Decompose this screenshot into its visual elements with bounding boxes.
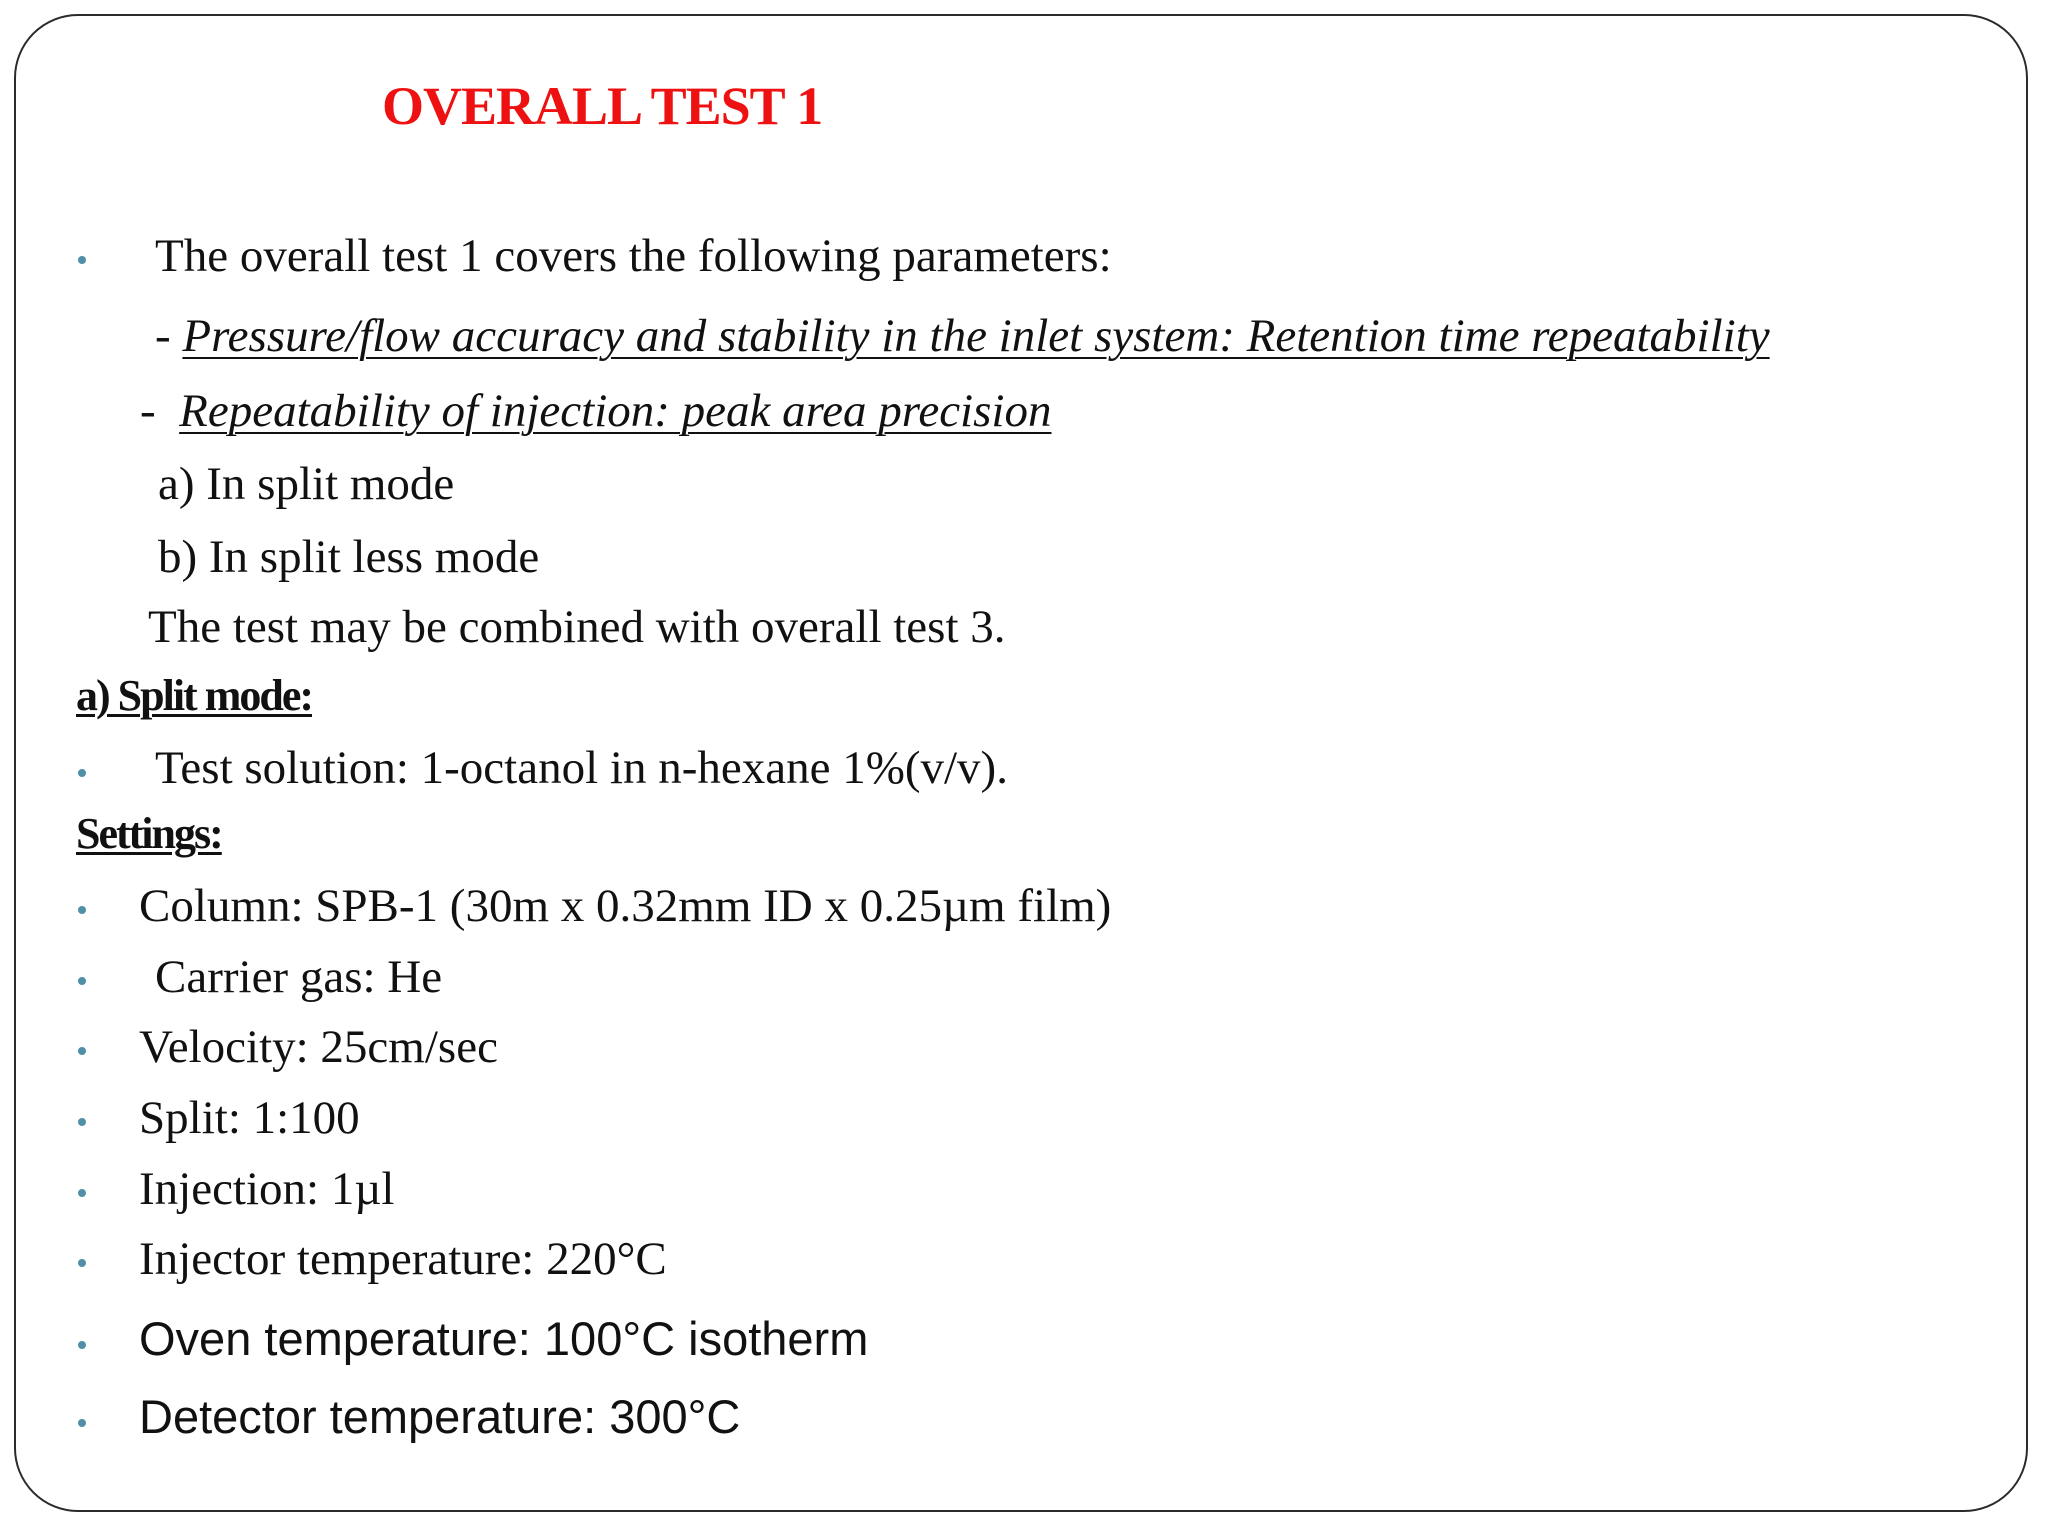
sub-item-b: b) In split less mode (158, 531, 540, 583)
setting-injector-temperature: Injector temperature: 220°C (139, 1233, 667, 1285)
bullet-icon (78, 1419, 86, 1427)
bullet-icon (78, 1189, 86, 1197)
test-solution-text: Test solution: 1-octanol in n-hexane 1%(v/v). (155, 742, 1008, 794)
setting-carrier-gas: Carrier gas: He (155, 951, 443, 1003)
slide-title: OVERALL TEST 1 (382, 76, 823, 136)
settings-heading: Settings: (76, 809, 222, 858)
param2-text: Repeatability of injection: peak area precision (179, 385, 1052, 437)
bullet-icon (78, 977, 86, 985)
param2-dash: - (140, 385, 156, 437)
setting-oven-temperature: Oven temperature: 100°C isotherm (139, 1312, 869, 1365)
bullet-icon (78, 1047, 86, 1055)
bullet-icon (78, 1341, 86, 1349)
param1-dash: - (155, 310, 171, 362)
param1-text: Pressure/flow accuracy and stability in the inlet system: Retention time repeatability (182, 310, 1770, 362)
setting-injection: Injection: 1µl (139, 1163, 395, 1215)
bullet-icon (78, 906, 86, 914)
setting-split: Split: 1:100 (139, 1092, 360, 1144)
bullet-icon (78, 769, 86, 777)
bullet-icon (78, 1118, 86, 1126)
setting-detector-temperature: Detector temperature: 300°C (139, 1390, 741, 1443)
param1-line (155, 308, 1770, 364)
bullet-icon (78, 1259, 86, 1267)
intro-text: The overall test 1 covers the following parameters: (155, 230, 1112, 282)
setting-velocity: Velocity: 25cm/sec (139, 1021, 498, 1073)
sub-item-a: a) In split mode (158, 458, 455, 510)
split-mode-heading: a) Split mode: (76, 671, 312, 720)
setting-column: Column: SPB-1 (30m x 0.32mm ID x 0.25µm film) (139, 880, 1112, 932)
bullet-icon (78, 256, 86, 264)
param2-line (140, 383, 1051, 439)
combined-note: The test may be combined with overall test 3. (148, 601, 1006, 653)
